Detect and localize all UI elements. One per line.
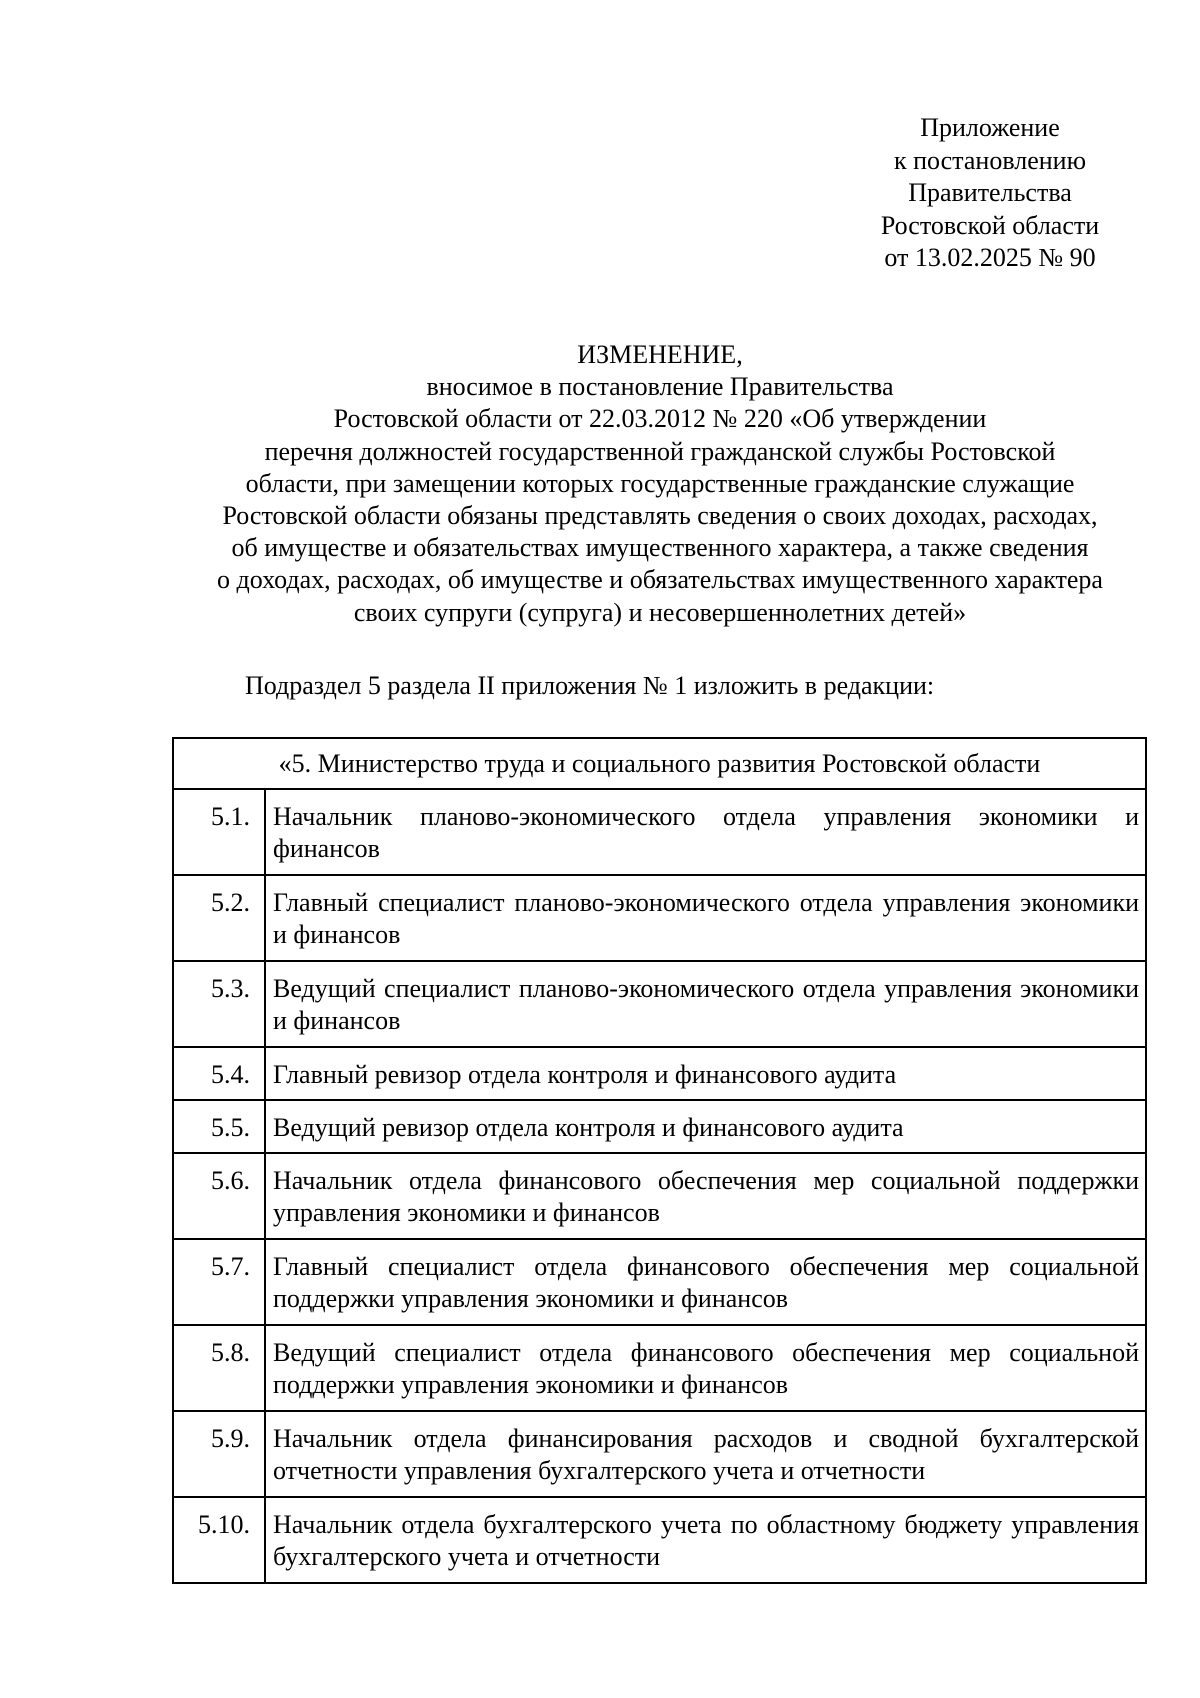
row-text: Начальник отдела финансового обеспечения мер социальной поддержки управления экономики и финансов xyxy=(265,1153,1146,1239)
table-row xyxy=(173,875,1146,961)
table-row xyxy=(173,1411,1146,1497)
table-row xyxy=(173,1153,1146,1239)
heading-title: ИЗМЕНЕНИЕ, xyxy=(577,340,743,369)
appendix-block xyxy=(840,112,1140,275)
row-text: Начальник планово-экономического отдела управления экономики и финансов xyxy=(265,789,1146,875)
row-number: 5.9. xyxy=(173,1411,265,1497)
heading-line: о доходах, расходах, об имуществе и обязательствах имущественного характера xyxy=(217,565,1103,595)
row-text: Главный специалист отдела финансового обеспечения мер социальной поддержки управления экономики и финансов xyxy=(265,1239,1146,1325)
table-row xyxy=(173,1497,1146,1583)
table-row xyxy=(173,1100,1146,1153)
heading-line: своих супруги (супруга) и несовершеннолетних детей» xyxy=(353,597,967,627)
heading-line: Ростовской области обязаны представлять сведения о своих доходах, расходах, xyxy=(222,501,1098,531)
row-number: 5.3. xyxy=(173,961,265,1047)
row-number: 5.7. xyxy=(173,1239,265,1325)
document-heading xyxy=(160,339,1160,629)
heading-line: области, при замещении которых государственные гражданские служащие xyxy=(245,468,1075,498)
appendix-line: Приложение xyxy=(920,113,1060,142)
table-header-cell: «5. Министерство труда и социального развития Ростовской области xyxy=(173,738,1146,789)
table-row xyxy=(173,1239,1146,1325)
row-text: Главный ревизор отдела контроля и финансового аудита xyxy=(265,1047,1146,1100)
table-row xyxy=(173,961,1146,1047)
heading-line: перечня должностей государственной гражданской службы Ростовской xyxy=(264,436,1056,466)
row-text: Начальник отдела бухгалтерского учета по областному бюджету управления бухгалтерского учета и отчетности xyxy=(265,1497,1146,1583)
row-text: Начальник отдела финансирования расходов и сводной бухгалтерской отчетности управления бухгалтерского учета и отчетности xyxy=(265,1411,1146,1497)
heading-line: вносимое в постановление Правительства xyxy=(426,372,894,402)
heading-line: Ростовской области от 22.03.2012 № 220 «Об утверждении xyxy=(333,404,987,434)
row-number: 5.4. xyxy=(173,1047,265,1100)
row-text: Ведущий ревизор отдела контроля и финансового аудита xyxy=(265,1100,1146,1153)
appendix-line: к постановлению xyxy=(893,145,1087,175)
appendix-line: от 13.02.2025 № 90 xyxy=(884,243,1096,272)
row-text: Ведущий специалист отдела финансового обеспечения мер социальной поддержки управления экономики и финансов xyxy=(265,1325,1146,1411)
table-header-row xyxy=(173,738,1146,789)
row-text: Ведущий специалист планово-экономического отдела управления экономики и финансов xyxy=(265,961,1146,1047)
row-number: 5.10. xyxy=(173,1497,265,1583)
row-number: 5.5. xyxy=(173,1100,265,1153)
table-row xyxy=(173,789,1146,875)
row-number: 5.8. xyxy=(173,1325,265,1411)
table-row xyxy=(173,1325,1146,1411)
table-row xyxy=(173,1047,1146,1100)
row-text: Главный специалист планово-экономического отдела управления экономики и финансов xyxy=(265,875,1146,961)
row-number: 5.2. xyxy=(173,875,265,961)
row-number: 5.1. xyxy=(173,789,265,875)
appendix-line: Правительства xyxy=(908,178,1072,207)
appendix-line: Ростовской области xyxy=(880,210,1100,240)
positions-table xyxy=(172,737,1147,1584)
instruction-paragraph: Подраздел 5 раздела II приложения № 1 изложить в редакции: xyxy=(245,671,935,700)
row-number: 5.6. xyxy=(173,1153,265,1239)
heading-line: об имуществе и обязательствах имущественного характера, а также сведения xyxy=(231,533,1089,563)
